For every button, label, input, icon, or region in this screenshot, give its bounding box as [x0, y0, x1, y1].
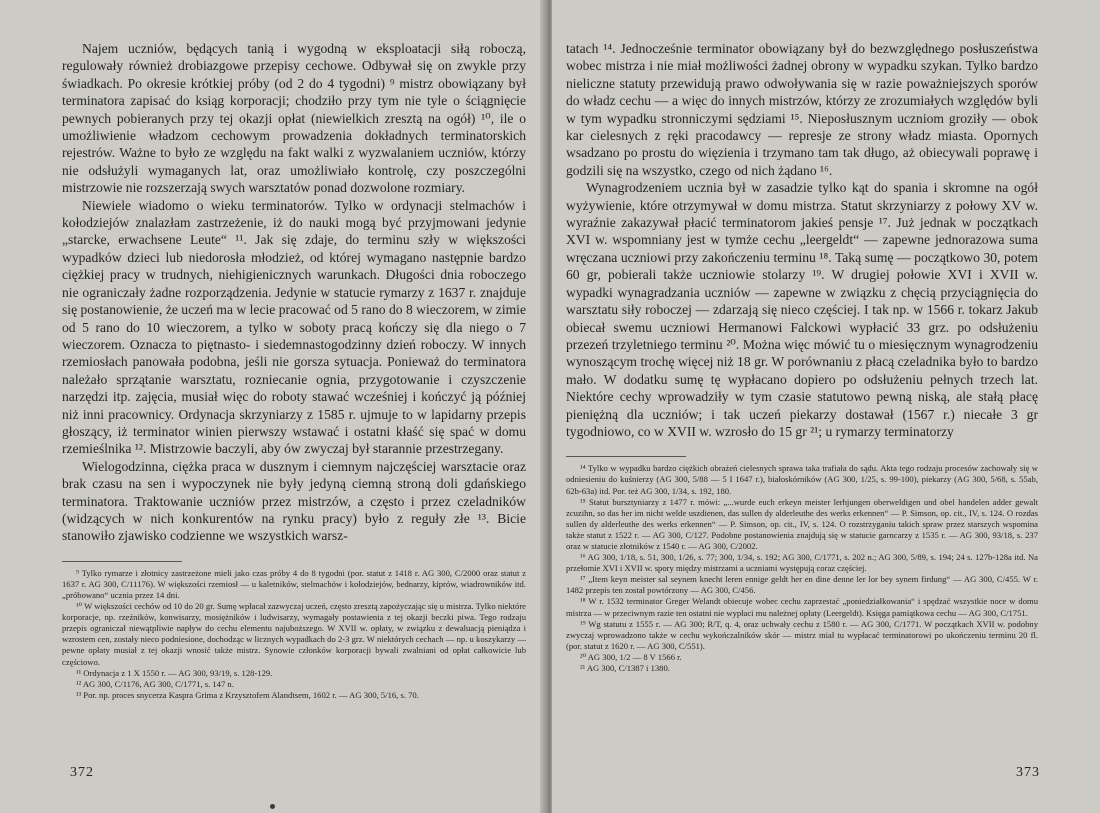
- footnote: ²⁰ AG 300, 1/2 — 8 V 1566 r.: [580, 651, 682, 662]
- footnote: ¹⁵ Statut bursztyniarzy z 1477 r. mówi: „...wurde euch erkeyn meister lerhjungen oberweldigen und obel handelen adder gewalt zcuzihn, so das her im nicht welde uszdienen, das sullen dy alderleuthe des werks erkennen“ — P. Simson, op. cit., IV, s. 124. O rozdas sullen dy alderleuthe des werks erkennen“ — P. Simson, op. cit., IV, s. 124. O rozstrzyganiu takich spraw przez starszych wspomina także statut z 1522 r. — AG 300, C/127. Podobne postanowienia znajdują się w statucie garncarzy z 1535 r. — AG 300, 93/18, s. 237 oraz w statucie złotników z 1540 r. — AG 300, C/2002.: [566, 496, 1038, 551]
- paragraph: Najem uczniów, będących tanią i wygodną w eksploatacji siłą roboczą, regulowały również drobiazgowe przepisy cechowe. Odbywał się on zwykle przy świadkach. Po okresie krótkiej próby (od 2 do 4 tygodni) ⁹ mistrz obowiązany był terminatora zapisać do ksiąg korporacji; chodziło przy tym nie tyle o ściągnięcie pewnych pobieranych przy tej okazji opłat (niewielkich zresztą na ogół) ¹⁰, ile o umożliwienie władzom cechowym prowadzenia dokładnych terminatorskich rejestrów. Ważne to było ze względu na fakt walki z wyzwalaniem uczniów, którzy nie odsłużyli wymaganych lat, oraz umożliwiało kontrolę, czy poszczególni mistrzowie nie rozszerzają swych warsztatów ponad dozwolone rozmiary.: [62, 41, 526, 196]
- paragraph: tatach ¹⁴. Jednocześnie terminator obowiązany był do bezwzględnego posłuszeństwa wobec mistrza i nie miał możliwości żadnej obrony w wypadku szykan. Tylko bardzo nieliczne statuty przewidują prawo odwoływania się w razie poważniejszych sporów do władz cechu — a więc do innych mistrzów, którzy ze zrozumiałych względów byli w tym wypadku stronniczymi sędziami ¹⁵. Nieposłusznym uczniom groziły — obok kar cielesnych z ręki pracodawcy — represje ze strony władz miasta. Opornych wsadzano po prostu do więzienia i trzymano tam tak długo, aż obiecywali poprawę i godzili się na wszystko, czego od nich żądano ¹⁶.: [566, 41, 1038, 178]
- footnote: ¹¹ Ordynacja z 1 X 1550 r. — AG 300, 93/19, s. 128-129.: [76, 667, 273, 678]
- footnote: ¹⁷ „Item keyn meister sal seynem knecht leren ennige geldt her en dine denne ler lor bey synem firdung“ — AG 300, C/455. W r. 1482 przepis ten został powtórzony — AG 300, C/456.: [566, 574, 1038, 596]
- footnote: ¹⁹ Wg statutu z 1555 r. — AG 300; R/T, q. 4, oraz uchwały cechu z 1580 r. — AG 300, C/1771. W początkach XVII w. podobny zwyczaj wprowadzono także w cechu wykończalników skór — mistrz miał tu wypłacać terminatorowi po ukończeniu terminu 20 fl. (por. statut z 1620 r. — AG 300, C/551).: [566, 618, 1038, 651]
- right-body-text: [566, 40, 1038, 440]
- footnote-separator: [62, 561, 182, 562]
- left-body-text: [62, 40, 526, 545]
- footnote: ¹² AG 300, C/1176, AG 300, C/1771, s. 147 n.: [76, 678, 234, 689]
- paragraph: Niewiele wiadomo o wieku terminatorów. Tylko w ordynacji stelmachów i kołodziejów znalazłam zastrzeżenie, iż do nauki mogą być przyjmowani jedynie „starcke, erwachsene Leute“ ¹¹. Jak się zdaje, do terminu szły w większości wypadków dzieci lub niedorosła młodzież, od której wymagano następnie bardzo ciężkiej pracy w trudnych, niehigienicznych warunkach. Długości dnia roboczego nie ograniczały żadne rozporządzenia. Jedynie w statucie rymarzy z 1637 r. znajduje się postanowienie, że uczeń ma w lecie pracować od 5 rano do 8 wieczorem, w zimie od 5 rano do 10 wieczorem, a tylko w soboty pracą kończy się dla niego o 7 wieczorem. Oznacza to piętnasto- i siedemnastogodzinny dzień roboczy. W innych rzemiosłach panowała podobna, jeśli nie gorsza sytuacja. Ponieważ do terminatora należało sprzątanie warsztatu, rozniecanie ognia, przygotowanie i czyszczenie narzędzi itp. zajęcia, musiał więc do roboty stawać wcześniej i kończyć ją później niż inni pracownicy. Ordynacja skrzyniarzy z 1585 r. ujmuje to w lapidarny przepis głoszący, iż terminator winien pierwszy wstawać i ostatni kłaść się spać w domu rzemieślnika ¹². Mistrzowie baczyli, aby ów zwyczaj był starannie przestrzegany.: [62, 197, 526, 457]
- right-page: [552, 0, 1100, 813]
- paragraph: Wynagrodzeniem ucznia był w zasadzie tylko kąt do spania i skromne na ogół wyżywienie, które otrzymywał w domu mistrza. Statut skrzyniarzy z połowy XV w. wyraźnie zakazywał płacić terminatorom jakieś pensje ¹⁷. Już jednak w początkach XVI w. wspomniany jest w tymże cechu „leergeldt“ — zapewne jednorazowa suma wręczana uczniowi przy zakończeniu terminu ¹⁸. Taką sumę — początkowo 30, potem 60 gr, pobierali także uczniowie stolarzy ¹⁹. W drugiej połowie XVI i XVII w. wypadki wynagradzania uczniów — zapewne w związku z chęcią przyciągnięcia do warsztatu siły roboczej — zdarzają się nieco częściej. I tak np. w 1566 r. tokarz Jakub obiecał swemu uczniowi Hermanowi Falckowi wypłacić 33 grz. po odsłużeniu przezeń trzyletniego terminu ²⁰. Można więc mówić tu o miesięcznym wynagrodzeniu wynoszącym trochę więcej niż 18 gr. W porównaniu z płacą czeladnika było to bardzo mało. W dodatku sumę tę wypłacano dopiero po odsłużeniu pełnych trzech lat. Niektóre cechy wprowadziły w tym czasie statutowo pewną niską, ale stałą płacę pieniężną dla uczniów; i tak uczeń piekarzy dostawał (1567 r.) niecałe 3 gr tygodniowo, co w XVII w. wzrosło do 15 gr ²¹; u rymarzy terminatorzy: [566, 180, 1038, 439]
- page-number: 372: [70, 765, 94, 780]
- footnote: ¹³ Por. np. proces snycerza Kaspra Grima z Krzysztofem Alandtsem, 1602 r. — AG 300, 5/16, s. 70.: [76, 689, 419, 700]
- footnote: ¹⁰ W większości cechów od 10 do 20 gr. Sumę wpłacał zazwyczaj uczeń, często zresztą zapożyczając się u mistrza. Tylko niektóre korporacje, np. rzeźników, konwisarzy, mosiężników i ludwisarzy, wymagały postawienia z tej okazji beczki piwa. Tego rodzaju przepis ograniczał niewątpliwie napływ do cechu elementu najuboższego. W XVII w. opłaty, w związku z dewaluacją pieniądza i wzrostem cen, zostały nieco podniesione, dochodząc w licznych wypadkach do 2-3 grz. W niektórych cechach — np. u koszykarzy — pewne opłaty musiał z tej okazji wnosić także mistrz. Synowie członków korporacji bywali zwalniani od opłat całkowicie lub częściowo.: [62, 601, 526, 667]
- footnote: ¹⁸ W r. 1532 terminator Greger Welandt obiecuje wobec cechu zaprzestać „poniedziałkowania“ i spędzać wszystkie noce w domu mistrza — w przeciwnym razie ten ostatni nie wypłaci mu należnej opłaty (Leergeldt). Księga pamiątkowa cechu — AG 300, C/1751.: [566, 596, 1038, 618]
- right-footnotes: [566, 463, 1038, 674]
- left-footnotes: [62, 568, 526, 701]
- page-number: 373: [1016, 765, 1040, 780]
- footnote: ⁹ Tylko rymarze i złotnicy zastrzeżone mieli jako czas próby 4 do 8 tygodni (por. statut z 1418 r. AG 300, C/2000 oraz statut z 1637 r. AG 300, C/11176). W większości rzemiosł — u kaletników, stelmachów i kołodziejów, bednarzy, kiprów, wiadrowników itd. „próbowano“ ucznia przez 14 dni.: [62, 567, 526, 600]
- paragraph: Wielogodzinna, ciężka praca w dusznym i ciemnym najczęściej warsztacie oraz brak czasu na sen i wypoczynek nie były jedyną ciemną stroną doli gdańskiego terminatora. Traktowanie uczniów przez mistrzów, a często i przez czeladników (widzących w nich konkurentów na rynku pracy) było z reguły złe ¹³. Bicie stanowiło zjawisko codzienne we wszystkich warsz-: [62, 458, 526, 544]
- footnote: ¹⁴ Tylko w wypadku bardzo ciężkich obrażeń cielesnych sprawa taka trafiała do sądu. Akta tego rodzaju procesów zachowały się w odniesieniu do kuśnierzy (AG 300, 5/88 — 5 I 1647 r.), białoskórników (AG 300, 1/25, s. 99-100), piekarzy (AG 300, 5/68, s. 55ab, 62b-63a) itd. Por. też AG 300, 1/34, s. 192, 180.: [566, 463, 1038, 496]
- footnote: ¹⁶ AG 300, 1/18, s. 51, 300, 1/26, s. 77; 300, 1/34, s. 192; AG 300, C/1771, s. 202 n.; AG 300, 5/89, s. 194; 24 s. 127b-128a itd. Na przełomie XVI i XVII w. spory między mistrzami a uczniami występują coraz częściej.: [566, 552, 1038, 574]
- left-page: [0, 0, 546, 813]
- footnote-separator: [566, 456, 686, 457]
- print-mark: [270, 804, 275, 809]
- footnote: ²¹ AG 300, C/1387 i 1380.: [580, 663, 670, 674]
